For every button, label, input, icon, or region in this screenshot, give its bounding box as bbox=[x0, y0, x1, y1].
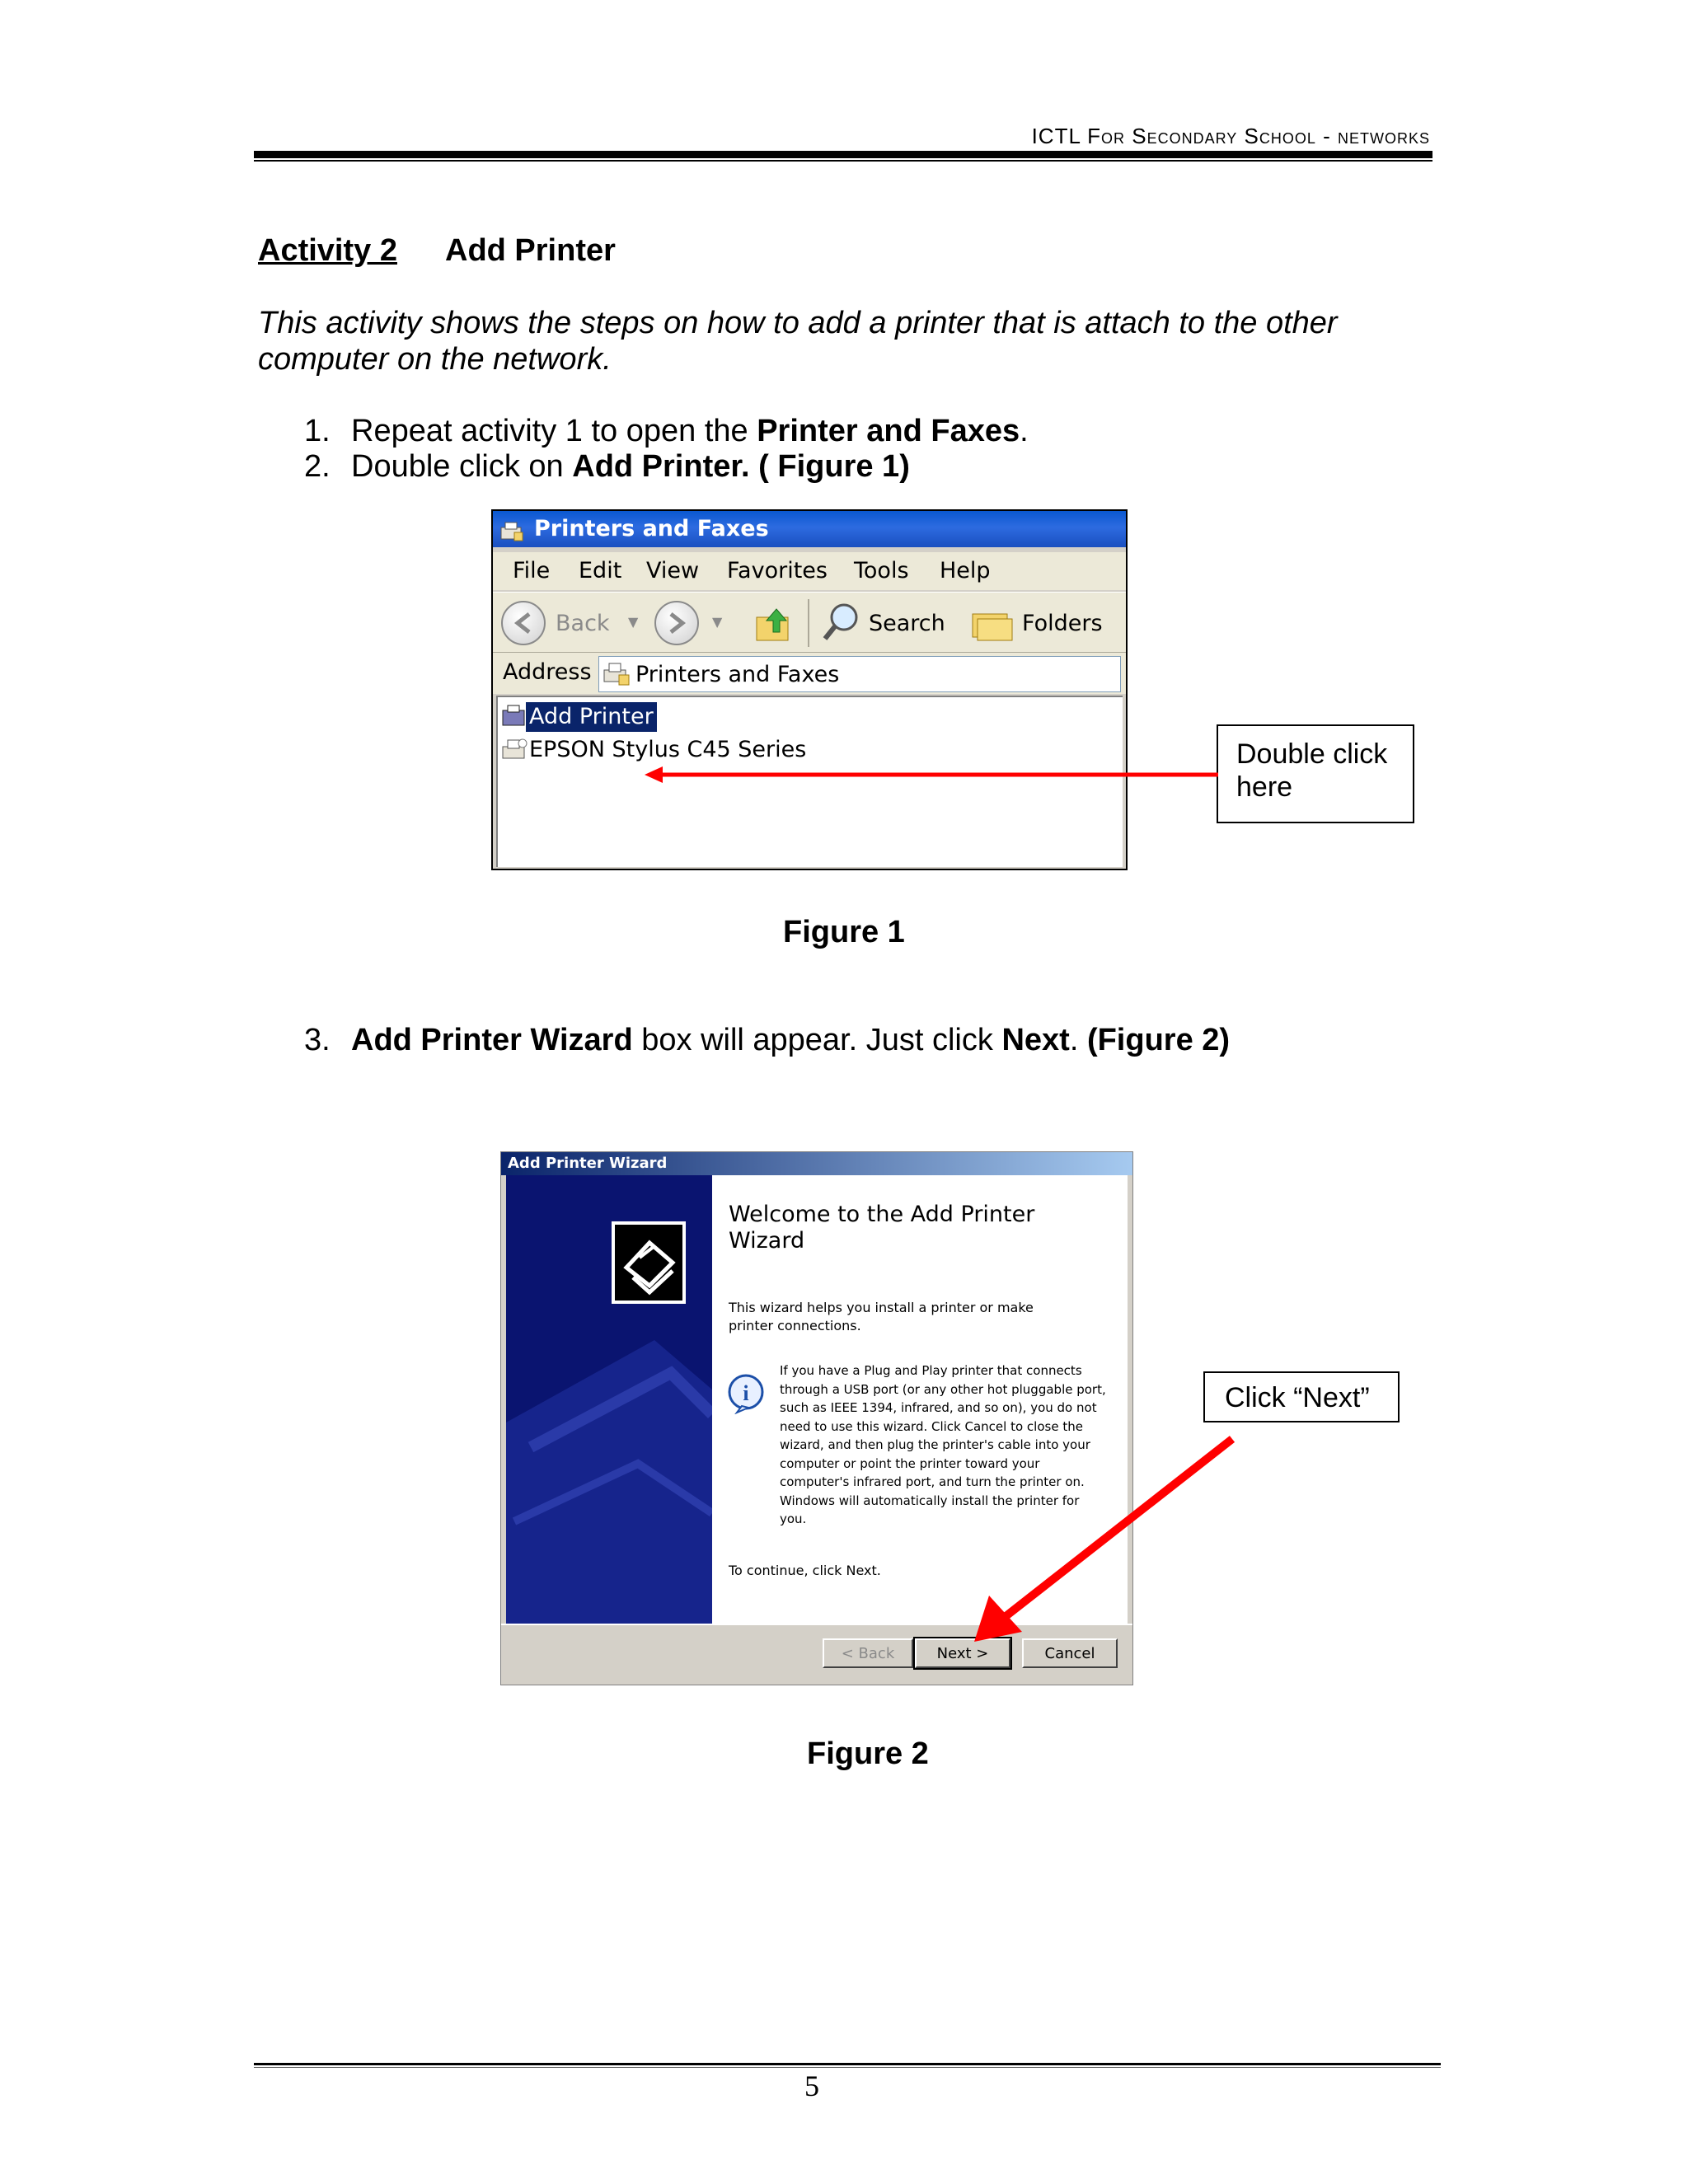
folders-icon bbox=[969, 599, 1015, 645]
toolbar bbox=[493, 592, 1126, 653]
page-number: 5 bbox=[804, 2069, 819, 2102]
wizard-info-text: If you have a Plug and Play printer that connects through a USB port (or any other hot pluggable port, such as IEEE 1394, infrared, and so on), you do not need to use this wizard. Click Cancel to close the wizard, and then plug the printer's cable into your computer or point the printer toward your computer's infrared port, and turn the printer on. Windows will automatically install the printer for you. bbox=[780, 1363, 1106, 1526]
forward-button[interactable] bbox=[654, 599, 737, 645]
step-bold: Add Printer Wizard bbox=[351, 1023, 633, 1057]
address-field[interactable] bbox=[598, 656, 1121, 692]
printer-icon bbox=[501, 737, 528, 763]
epson-printer-label: EPSON Stylus C45 Series bbox=[529, 737, 807, 762]
header-rule-thin bbox=[254, 160, 1432, 162]
step-text: box will appear. Just click bbox=[632, 1023, 1002, 1057]
step-bold: Printer and Faxes bbox=[757, 414, 1020, 448]
callout-arrow-1 bbox=[643, 758, 1220, 791]
svg-text:i: i bbox=[743, 1381, 749, 1405]
step-number: 2. bbox=[304, 449, 331, 484]
menu-edit[interactable]: Edit bbox=[579, 558, 622, 583]
callout-double-click: Double click here bbox=[1217, 724, 1414, 823]
wizard-titlebar bbox=[501, 1152, 1132, 1175]
step-3 bbox=[304, 1023, 1230, 1058]
folders-label: Folders bbox=[1022, 611, 1103, 636]
callout-click-next: Click “Next” bbox=[1203, 1371, 1400, 1422]
step-bold: Add Printer. ( Figure 1) bbox=[572, 449, 910, 484]
search-button[interactable] bbox=[821, 599, 953, 645]
address-bar bbox=[493, 653, 1126, 694]
wizard-heading: Welcome to the Add Printer Wizard bbox=[729, 1202, 1035, 1254]
address-label: Address bbox=[503, 659, 592, 685]
search-label: Search bbox=[869, 611, 945, 636]
folders-button[interactable] bbox=[969, 599, 1109, 645]
printer-wizard-icon bbox=[612, 1221, 686, 1304]
intro-paragraph: This activity shows the steps on how to add a printer that is attach to the other computer on the network. bbox=[258, 306, 1338, 377]
menu-help[interactable]: Help bbox=[940, 558, 991, 583]
wizard-next-button[interactable]: Next > bbox=[915, 1638, 1010, 1668]
step-number: 3. bbox=[304, 1023, 331, 1057]
wizard-continue-text: To continue, click Next. bbox=[729, 1563, 881, 1578]
footer-rule bbox=[254, 2063, 1441, 2065]
step-text: Repeat activity 1 to open the bbox=[351, 414, 757, 448]
window-titlebar bbox=[493, 511, 1126, 547]
figure-1-caption: Figure 1 bbox=[783, 915, 905, 949]
wizard-side-panel bbox=[506, 1175, 712, 1624]
printers-and-faxes-window bbox=[491, 509, 1128, 870]
add-printer-label: Add Printer bbox=[526, 702, 657, 732]
back-label: Back bbox=[556, 611, 610, 636]
running-header: ICTL For Secondary School - networks bbox=[1031, 124, 1430, 148]
wizard-description: This wizard helps you install a printer or make printer connections. bbox=[729, 1300, 1034, 1333]
chevron-down-icon: ▼ bbox=[628, 614, 639, 630]
step-bold-figure: (Figure 2) bbox=[1086, 1023, 1231, 1057]
callout-arrow-2 bbox=[964, 1434, 1236, 1648]
header-rule bbox=[254, 151, 1432, 158]
list-item-add-printer[interactable] bbox=[498, 702, 663, 732]
up-folder-button[interactable] bbox=[753, 602, 796, 644]
up-folder-icon bbox=[753, 602, 796, 644]
toolbar-separator bbox=[808, 599, 809, 647]
forward-arrow-icon bbox=[654, 601, 699, 645]
step-bold-next: Next bbox=[1001, 1023, 1070, 1057]
activity-label: Activity 2 bbox=[258, 233, 397, 268]
window-title: Printers and Faxes bbox=[534, 516, 769, 541]
step-number: 1. bbox=[304, 414, 331, 448]
step-1 bbox=[304, 414, 1029, 449]
info-icon bbox=[727, 1373, 765, 1414]
step-text-end: . bbox=[1020, 414, 1029, 448]
step-text: Double click on bbox=[351, 449, 573, 484]
menu-file[interactable]: File bbox=[513, 558, 551, 583]
search-icon bbox=[821, 599, 862, 645]
add-printer-icon bbox=[501, 704, 528, 730]
menu-tools[interactable]: Tools bbox=[854, 558, 909, 583]
step-2 bbox=[304, 449, 910, 485]
address-value: Printers and Faxes bbox=[635, 662, 840, 687]
wizard-title: Add Printer Wizard bbox=[508, 1155, 668, 1172]
activity-title: Add Printer bbox=[445, 233, 616, 268]
back-arrow-icon bbox=[501, 601, 546, 645]
step-text-2: . bbox=[1069, 1023, 1087, 1057]
chevron-down-icon: ▼ bbox=[712, 614, 723, 630]
menu-favorites[interactable]: Favorites bbox=[727, 558, 828, 583]
menu-view[interactable]: View bbox=[646, 558, 700, 583]
figure-2-caption: Figure 2 bbox=[807, 1736, 929, 1771]
footer-rule-thin bbox=[254, 2067, 1441, 2068]
wizard-back-button[interactable]: < Back bbox=[823, 1638, 913, 1668]
back-button[interactable] bbox=[501, 599, 641, 645]
printer-folder-icon bbox=[499, 518, 524, 539]
wizard-cancel-button[interactable]: Cancel bbox=[1022, 1638, 1118, 1668]
printer-folder-icon bbox=[603, 660, 631, 688]
menu-bar bbox=[493, 552, 1126, 590]
